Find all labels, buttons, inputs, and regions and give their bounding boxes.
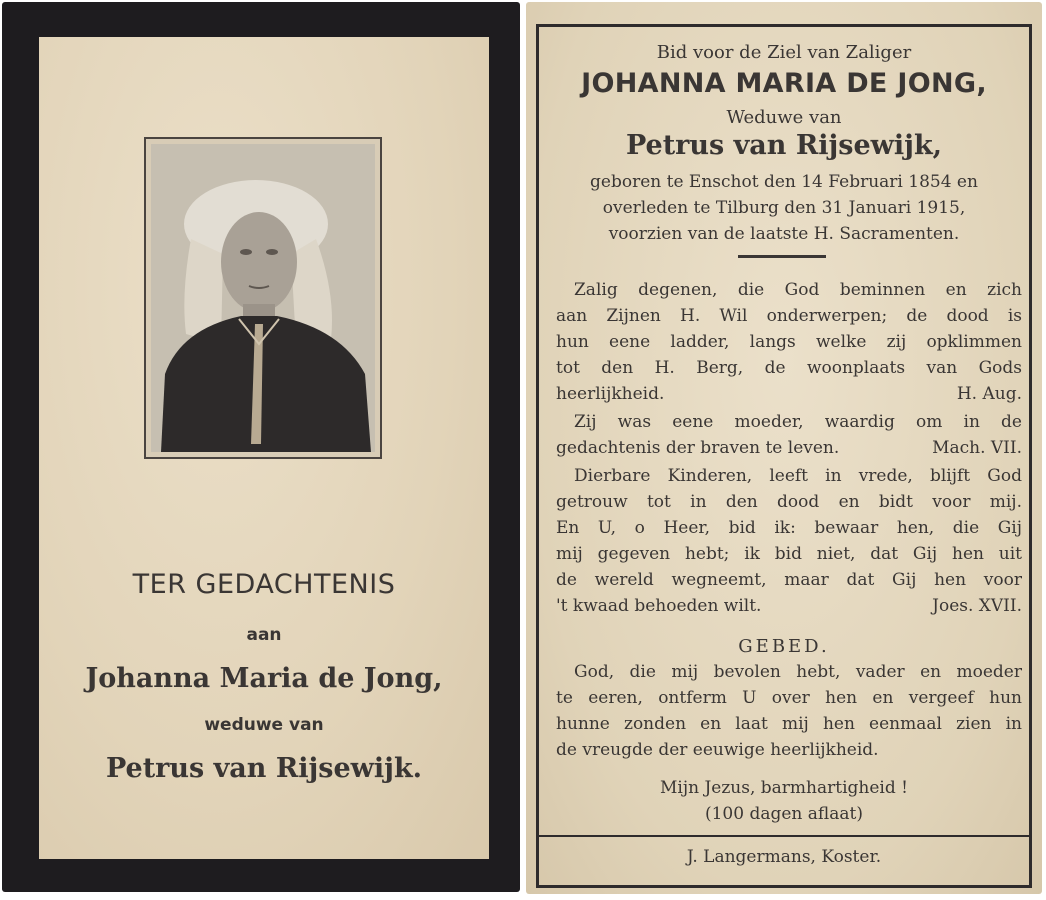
portrait-frame [144,137,382,459]
prayer-line: de vreugde der eeuwige heerlijkheid. [556,740,879,760]
quote-line: aan Zijnen H. Wil onderwerpen; de dood is [556,306,1022,326]
prayer-line: te eeren, ontferm U over hen en vergeef hun [556,688,1022,708]
quote-line: Zij was eene moeder, waardig om in de [574,412,1022,432]
birth-line: geboren te Enschot den 14 Februari 1854 en [590,172,978,192]
quote-line: hun eene ladder, langs welke zij opklimmen [556,332,1022,352]
quote-text: heerlijkheid. [556,384,665,404]
divider-short [738,255,826,258]
quote-line: Zalig degenen, die God beminnen en zich [574,280,1022,300]
widow-of-label: Weduwe van [726,107,842,128]
quote-line: tot den H. Berg, de woonplaats van Gods [556,358,1022,378]
quote-source: Joes. XVII. [932,596,1022,616]
portrait-photo [151,144,375,452]
memorial-title: TER GEDACHTENIS [132,569,396,600]
quote-line: mij gegeven hebt; ik bid niet, dat Gij hen uit [556,544,1022,564]
card-front-panel [39,37,489,859]
deceased-name-caps: JOHANNA MARIA DE JONG, [581,68,987,99]
memorial-card-back [526,2,1042,894]
divider-long [539,835,1029,837]
widow-of-label: weduwe van [204,715,324,735]
husband-name: Petrus van Rijsewijk, [625,130,943,161]
deceased-name: Johanna Maria de Jong, [85,663,443,694]
quote-line: de wereld wegneemt, maar dat Gij hen voor [556,570,1022,590]
prayer-line: hunne zonden en laat mij hen eenmaal zien in [556,714,1022,734]
indulgence-note: (100 dagen aflaat) [704,804,863,824]
invocation: Mijn Jezus, barmhartigheid ! [660,778,908,798]
death-line: overleden te Tilburg den 31 Januari 1915, [602,198,966,218]
printer-credit: J. Langermans, Koster. [686,847,882,867]
quote-last-line [556,596,1022,616]
quote-source: H. Aug. [956,384,1022,404]
prayer-line: God, die mij bevolen hebt, vader en moeder [574,662,1022,682]
memorial-card-front [2,2,520,892]
quote-source: Mach. VII. [932,438,1022,458]
prayer-request: Bid voor de Ziel van Zaliger [656,42,912,63]
portrait-illustration [151,144,375,452]
sacraments-line: voorzien van de laatste H. Sacramenten. [608,224,960,244]
quote-last-line [556,438,1022,458]
quote-text: gedachtenis der braven te leven. [556,438,840,458]
quote-line: Dierbare Kinderen, leeft in vrede, blijft God [574,466,1022,486]
husband-name: Petrus van Rijsewijk. [105,753,423,784]
quote-line: getrouw tot in den dood en bidt voor mij. [556,492,1022,512]
quote-last-line [556,384,1022,404]
memorial-aan: aan [246,625,282,645]
quote-text: 't kwaad behoeden wilt. [556,596,762,616]
quote-line: En U, o Heer, bid ik: bewaar hen, die Gij [556,518,1022,538]
prayer-title: GEBED. [738,636,830,657]
